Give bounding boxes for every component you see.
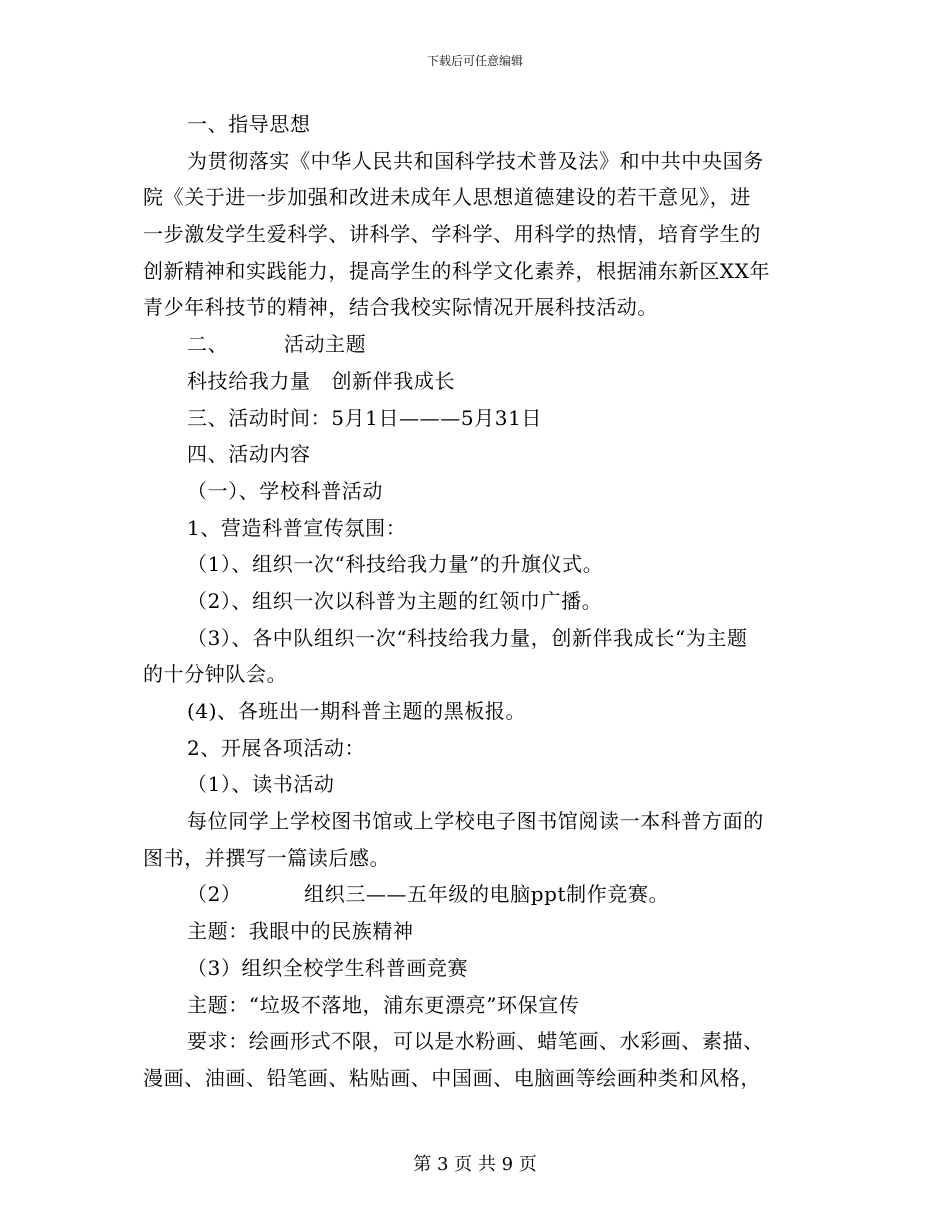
text-line: 每位同学上学校图书馆或上学校电子图书馆阅读一本科普方面的 <box>187 809 764 834</box>
text-line: （3）、各中队组织一次“科技给我力量，创新伴我成长“为主题 <box>187 625 748 650</box>
text-line: 1、营造科普宣传氛围： <box>187 515 407 540</box>
text-line: (4)、各班出一期科普主题的黑板报。 <box>187 699 527 723</box>
text-line: （2） 组织三——五年级的电脑ppt制作竞赛。 <box>187 882 670 907</box>
text-line: 二、 活动主题 <box>187 332 367 357</box>
text-line: 2、开展各项活动： <box>187 735 366 760</box>
text-line: 漫画、油画、铅笔画、粘贴画、中国画、电脑画等绘画种类和风格， <box>143 1065 761 1090</box>
text-line: 要求：绘画形式不限，可以是水粉画、蜡笔画、水彩画、素描、 <box>187 1029 764 1054</box>
text-line: 为贯彻落实《中华人民共和国科学技术普及法》和中共中央国务 <box>187 148 764 173</box>
text-line: 三、活动时间：5月1日———5月31日 <box>187 405 543 430</box>
page-footer: 第 3 页 共 9 页 <box>413 1154 537 1175</box>
text-line: 一步激发学生爱科学、讲科学、学科学、用科学的热情，培育学生的 <box>143 222 761 247</box>
text-line: （1）、读书活动 <box>187 772 335 797</box>
text-line: 主题：“垃圾不落地，浦东更漂亮”环保宣传 <box>187 992 580 1017</box>
text-line: 创新精神和实践能力，提高学生的科学文化素养，根据浦东新区XX年 <box>143 258 771 283</box>
text-line: 四、活动内容 <box>187 442 311 467</box>
page-header: 下载后可任意编辑 <box>426 54 523 68</box>
text-line: 院《关于进一步加强和改进未成年人思想道德建设的若干意见》，进 <box>143 185 751 210</box>
text-line: 青少年科技节的精神，结合我校实际情况开展科技活动。 <box>143 295 658 320</box>
text-line: （1）、组织一次“科技给我力量”的升旗仪式。 <box>187 552 604 577</box>
text-line: 图书，并撰写一篇读后感。 <box>143 845 391 870</box>
document-body <box>143 106 807 1097</box>
text-line: 科技给我力量 创新伴我成长 <box>187 368 456 393</box>
text-line: （2）、组织一次以科普为主题的红领巾广播。 <box>187 588 603 613</box>
text-line: 的十分钟队会。 <box>143 662 288 687</box>
text-line: 主题：我眼中的民族精神 <box>187 919 414 944</box>
text-line: 一、指导思想 <box>187 112 311 136</box>
text-line: （一）、学校科普活动 <box>187 478 383 503</box>
text-line: （3）组织全校学生科普画竞赛 <box>187 955 469 980</box>
